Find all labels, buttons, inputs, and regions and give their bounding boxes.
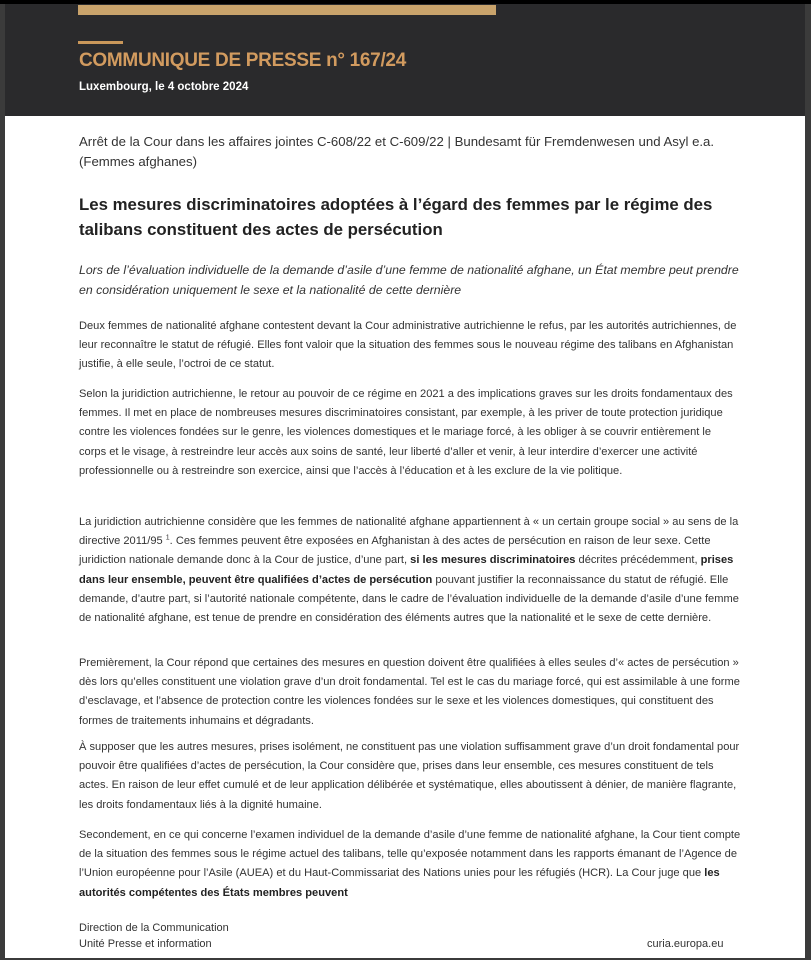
paragraph-text: décrites précédemment,	[575, 554, 701, 567]
paragraph-text: Deux femmes de nationalité afghane contestent devant la Cour administrative autrichienne le refus, par les autorités autrichiennes, de leur reconnaître le statut de réfugié. Elles font valoir que la situation des femmes sous le nouveau régime des talibans en Afghanistan justifie, à elle seule, l’octroi de ce statut.	[79, 320, 737, 371]
paragraph-text: La juridiction autrichienne considère que les femmes de nationalité afghane appartiennent à « un certain groupe social » au sens de la directive 2011/95	[79, 516, 739, 548]
footer-line-direction: Direction de la Communication	[79, 922, 229, 934]
footer-website-link[interactable]: curia.europa.eu	[647, 938, 724, 950]
headline: Les mesures discriminatoires adoptées à l’égard des femmes par le régime des talibans constituent des actes de persécution	[79, 195, 713, 239]
header-accent-line	[78, 41, 123, 44]
paragraph	[79, 317, 741, 375]
press-release-title: COMMUNIQUE DE PRESSE n° 167/24	[79, 50, 406, 71]
press-release-page	[5, 4, 805, 958]
paragraph	[79, 738, 741, 815]
subtitle: Lors de l’évaluation individuelle de la demande d’asile d’une femme de nationalité afghane, un État membre peut prendre en considération uniquement le sexe et la nationalité de cette dernière	[79, 263, 739, 297]
paragraph	[79, 654, 741, 731]
paragraph-text: Selon la juridiction autrichienne, le retour au pouvoir de ce régime en 2021 a des implications graves sur les droits fondamentaux des femmes. Il met en place de nombreuses mesures discriminatoires consistant, par exemple, à les priver de toute protection juridique contre les violences fondées sur le genre, les violences domestiques et le mariage forcé, à les obliger à se couvrir entièrement le corps et le visage, à restreindre leur accès aux soins de santé, leur liberté d’aller et venir, à leur interdire d’exercer une activité professionnelle ou à restreindre son exercice, ainsi que l’accès à l’éducation et à les exclure de la vie politique.	[79, 388, 733, 477]
emphasis-text: les autorités compétentes des États membres peuvent	[79, 867, 720, 899]
header-gold-bar	[78, 5, 496, 15]
paragraph-text: . Ces femmes peuvent être exposées en Afghanistan à des actes de persécution en raison de leur sexe. Cette juridiction nationale demande donc à la Cour de justice, d’une part,	[79, 535, 711, 567]
paragraph-text: pouvant justifier la reconnaissance du statut de réfugié. Elle demande, d’autre part, si l’autorité nationale compétente, dans le cadre de l’évaluation individuelle de la demande d’asile d’une femme de nationalité afghane, est tenue de prendre en considération des éléments autres que la nationalité et le sexe de cette dernière.	[79, 573, 739, 625]
case-reference: Arrêt de la Cour dans les affaires jointes C-608/22 et C-609/22 | Bundesamt für Fremdenwesen und Asyl e.a. (Femmes afghanes)	[79, 134, 715, 169]
paragraph	[79, 513, 741, 628]
emphasis-text: prises dans leur ensemble, peuvent être qualifiées d’actes de persécution	[79, 554, 734, 586]
footer-department	[79, 920, 229, 952]
dateline: Luxembourg, le 4 octobre 2024	[79, 81, 249, 93]
emphasis-text: si les mesures discriminatoires	[410, 554, 576, 567]
paragraph	[79, 826, 741, 903]
paragraph-text: À supposer que les autres mesures, prises isolément, ne constituent pas une violation suffisamment grave d’un droit fondamental pour pouvoir être qualifiées d’actes de persécution, la Cour considère que, prises dans leur ensemble, ces mesures constituent de tels actes. En raison de leur effet cumulé et de leur application délibérée et systématique, elles aboutissent à dénier, de manière flagrante, les droits fondamentaux liés à la dignité humaine.	[79, 741, 740, 811]
footnote-reference[interactable]: 1	[165, 534, 170, 542]
footer-line-unit: Unité Presse et information	[79, 938, 212, 950]
paragraph-text: Premièrement, la Cour répond que certaines des mesures en question doivent être qualifiées à elles seules d’« actes de persécution » dès lors qu’elles constituent une violation grave d’un droit fondamental. Tel est le cas du mariage forcé, qui est assimilable à une forme d’esclavage, et l’absence de protection contre les violences fondées sur le sexe et les violences domestiques, qui constituent des formes de traitements inhumains et dégradants.	[79, 657, 740, 727]
press-release-header	[5, 4, 805, 116]
paragraph-text: Secondement, en ce qui concerne l’examen individuel de la demande d’asile d’une femme de nationalité afghane, la Cour tient compte de la situation des femmes sous le régime actuel des talibans, telle qu’exposée notamment dans les rapports émanant de l’Agence de l’Union européenne pour l’Asile (AUEA) et du Haut-Commissariat des Nations unies pour les réfugiés (HCR). La Cour juge que	[79, 829, 741, 880]
paragraph	[79, 385, 741, 481]
